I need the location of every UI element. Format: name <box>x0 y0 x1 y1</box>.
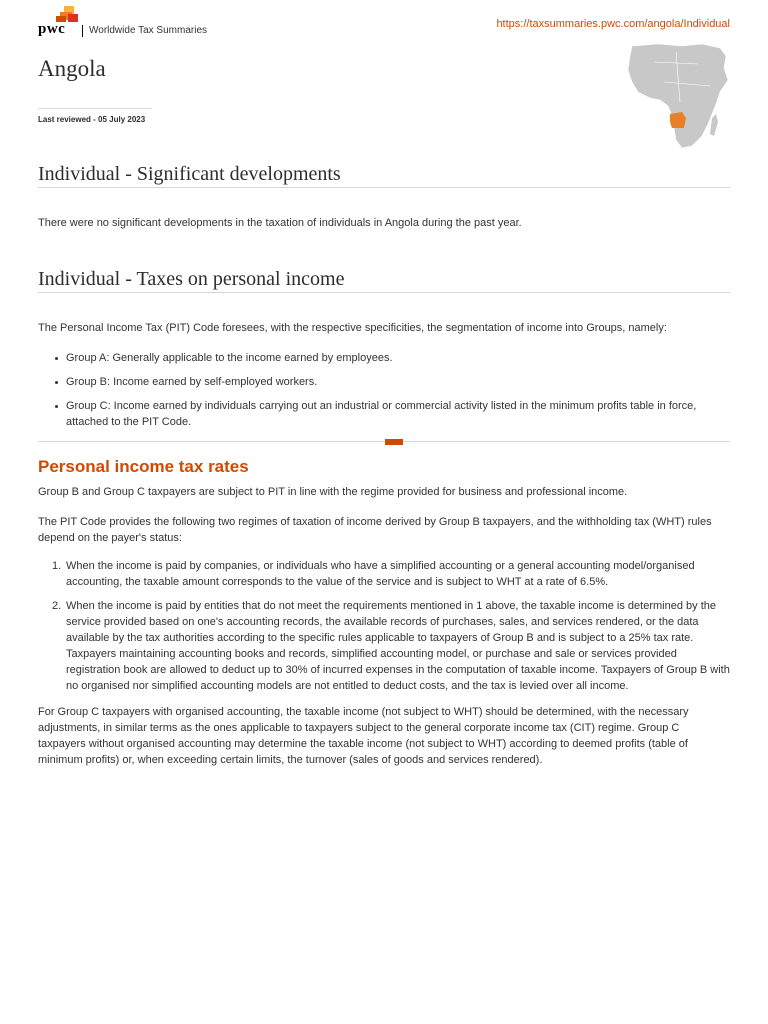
list-item: Group B: Income earned by self-employed workers. <box>38 374 730 390</box>
list-item: Group A: Generally applicable to the income earned by employees. <box>38 350 730 366</box>
rates-paragraph-1: Group B and Group C taxpayers are subject to PIT in line with the regime provided for business and professional income. <box>38 486 628 498</box>
item-number: 2. <box>52 600 62 612</box>
page-header <box>38 6 730 42</box>
page-title: Angola <box>38 56 106 81</box>
divider <box>38 108 152 109</box>
page-url-link[interactable]: https://taxsummaries.pwc.com/angola/Individual <box>496 18 730 30</box>
section-heading-rates: Personal income tax rates <box>38 457 249 476</box>
item-number: 1. <box>52 560 62 572</box>
list-item <box>38 598 730 694</box>
section-heading-taxes: Individual - Taxes on personal income <box>38 268 345 290</box>
list-item: Group C: Income earned by individuals carrying out an industrial or commercial activity listed in the minimum profits table in force, attached to the PIT Code. <box>38 398 730 430</box>
pwc-logo[interactable] <box>38 6 78 40</box>
section-marker <box>385 439 403 445</box>
last-reviewed: Last reviewed - 05 July 2023 <box>38 115 146 124</box>
site-name[interactable]: Worldwide Tax Summaries <box>89 25 208 36</box>
header-separator <box>82 25 83 37</box>
section-divider <box>38 187 730 188</box>
rates-paragraph-3: For Group C taxpayers with organised accounting, the taxable income (not subject to WHT) should be determined, with the necessary adjustments, in similar terms as the ones applicable to taxpayers subject to the general corporate income tax (CIT) regime. Group C taxpayers without organised accounting may determine the taxable income (not subject to WHT) according to deemed profits (table of minimum profits) or, when exceeding certain limits, the turnover (sales of goods and services rendered). <box>38 706 689 766</box>
income-groups-list <box>38 350 730 438</box>
list-item <box>38 558 730 590</box>
madagascar <box>710 114 718 136</box>
logo-block <box>68 14 78 22</box>
developments-text: There were no significant developments in the taxation of individuals in Angola during the past year. <box>38 217 522 229</box>
item-text: When the income is paid by entities that do not meet the requirements mentioned in 1 above, the taxable income is determined by the service provided based on one's accounting records, the available records of purchases, sales, and services rendered, or the data available by the tax authorities according to the specific rules applicable to taxpayers of Group B and is subject to a 25% tax rate. Taxpayers maintaining accounting books and records, simplified accounting model, or purchase and sale or services provided registration book are allowed to deduct up to 30% of incurred expenses in the computation of taxable income. Taxpayers of Group B with no organised nor simplified accounting models are not entitled to deduct costs, and the tax is levied over all income. <box>66 600 730 692</box>
item-text: When the income is paid by companies, or individuals who have a simplified accounting or a general accounting model/organised accounting, the taxable amount corresponds to the value of the service and is subject to WHT at a rate of 6.5%. <box>66 560 695 588</box>
rates-paragraph-2: The PIT Code provides the following two regimes of taxation of income derived by Group B taxpayers, and the withholding tax (WHT) rules depend on the payer's status: <box>38 516 712 544</box>
africa-map <box>624 42 732 152</box>
angola-highlight <box>670 112 686 128</box>
group-b-regimes-list <box>38 558 730 702</box>
section-heading-developments: Individual - Significant developments <box>38 163 341 185</box>
taxes-intro: The Personal Income Tax (PIT) Code foresees, with the respective specificities, the segmentation of income into Groups, namely: <box>38 322 667 334</box>
logo-wordmark: pwc <box>38 21 66 37</box>
section-divider <box>38 441 730 442</box>
section-divider <box>38 292 730 293</box>
